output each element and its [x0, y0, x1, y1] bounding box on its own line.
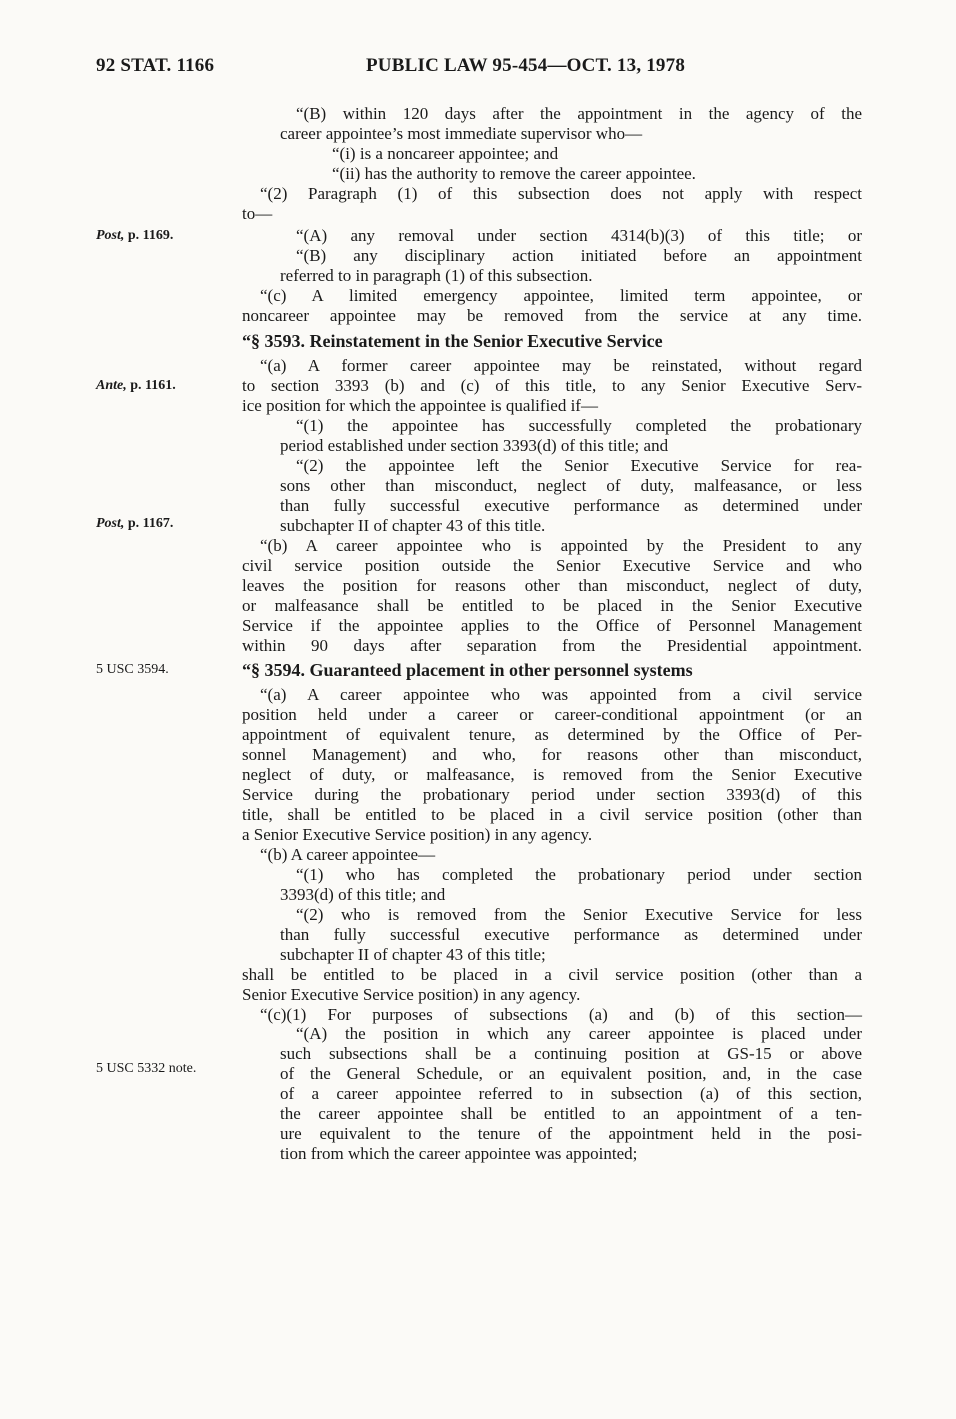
text-line: “(A) any removal under section 4314(b)(3) of this title; or	[296, 226, 862, 245]
text-line: “(B) any disciplinary action initiated before an appointment	[296, 246, 862, 265]
text-line: the career appointee shall be entitled to an appointment of a ten-	[280, 1104, 862, 1123]
text-line: noncareer appointee may be removed from the service at any time.	[242, 306, 862, 325]
text-line: subchapter II of chapter 43 of this title.	[280, 516, 546, 535]
page-header	[0, 55, 956, 85]
text-line: within 90 days after separation from the Presidential appointment.	[242, 636, 862, 655]
text-line: tion from which the career appointee was appointed;	[280, 1144, 638, 1163]
text-line: “(A) the position in which any career appointee is placed under	[296, 1024, 862, 1043]
text-line: “(2) who is removed from the Senior Executive Service for less	[296, 905, 862, 924]
text-line: subchapter II of chapter 43 of this title;	[280, 945, 546, 964]
text-line: than fully successful executive performance as determined under	[280, 496, 862, 515]
section-heading-3594: “§ 3594. Guaranteed placement in other personnel systems	[242, 660, 693, 680]
margin-note: Post, p. 1167.	[96, 516, 174, 531]
text-line: title, shall be entitled to be placed in a civil service position (other than	[242, 805, 862, 824]
text-line: period established under section 3393(d) of this title; and	[280, 436, 669, 455]
text-line: neglect of duty, or malfeasance, is removed from the Senior Executive	[242, 765, 862, 784]
text-line: “(2) the appointee left the Senior Executive Service for rea-	[296, 456, 862, 475]
text-line: leaves the position for reasons other than misconduct, neglect of duty,	[242, 576, 862, 595]
text-line: sonnel Management) and who, for reasons other than misconduct,	[242, 745, 862, 764]
text-line: a Senior Executive Service position) in any agency.	[242, 825, 593, 844]
text-line: ure equivalent to the tenure of the appointment held in the posi-	[280, 1124, 862, 1143]
text-line: “(b) A career appointee—	[260, 845, 436, 864]
text-line: “(ii) has the authority to remove the career appointee.	[332, 164, 696, 183]
text-line: “(1) the appointee has successfully completed the probationary	[296, 416, 862, 435]
text-line: “(b) A career appointee who is appointed by the President to any	[260, 536, 862, 555]
text-line: “(1) who has completed the probationary period under section	[296, 865, 862, 884]
text-line: such subsections shall be a continuing position at GS-15 or above	[280, 1044, 862, 1063]
margin-note: Post, p. 1169.	[96, 228, 174, 243]
text-line: career appointee’s most immediate supervisor who—	[280, 124, 643, 143]
section-heading-3593: “§ 3593. Reinstatement in the Senior Executive Service	[242, 331, 663, 351]
text-line: than fully successful executive performance as determined under	[280, 925, 862, 944]
text-line: “(c) A limited emergency appointee, limited term appointee, or	[260, 286, 862, 305]
text-line: of the General Schedule, or an equivalent position, and, in the case	[280, 1064, 862, 1083]
text-line: Senior Executive Service position) in any agency.	[242, 985, 581, 1004]
text-line: civil service position outside the Senior Executive Service and who	[242, 556, 862, 575]
text-line: 3393(d) of this title; and	[280, 885, 446, 904]
margin-note: 5 USC 5332 note.	[96, 1061, 197, 1076]
text-line: ice position for which the appointee is qualified if—	[242, 396, 598, 415]
text-line: of a career appointee referred to in subsection (a) of this section,	[280, 1084, 862, 1103]
text-line: “(i) is a noncareer appointee; and	[332, 144, 559, 163]
text-line: sons other than misconduct, neglect of duty, malfeasance, or less	[280, 476, 862, 495]
text-line: Service during the probationary period under section 3393(d) of this	[242, 785, 862, 804]
text-line: shall be entitled to be placed in a civil service position (other than a	[242, 965, 862, 984]
text-line: to—	[242, 204, 273, 223]
text-line: to section 3393 (b) and (c) of this title, to any Senior Executive Serv-	[242, 376, 862, 395]
text-line: “(c)(1) For purposes of subsections (a) and (b) of this section—	[260, 1005, 862, 1024]
text-line: or malfeasance shall be entitled to be placed in the Senior Executive	[242, 596, 862, 615]
text-line: appointment of equivalent tenure, as determined by the Office of Per-	[242, 725, 862, 744]
text-line: “(a) A career appointee who was appointed from a civil service	[260, 685, 862, 704]
text-line: position held under a career or career-conditional appointment (or an	[242, 705, 862, 724]
text-line: “(2) Paragraph (1) of this subsection does not apply with respect	[260, 184, 862, 203]
margin-note: Ante, p. 1161.	[96, 378, 176, 393]
margin-note: 5 USC 3594.	[96, 662, 169, 677]
public-law-title: PUBLIC LAW 95-454—OCT. 13, 1978	[366, 55, 686, 76]
statute-page-reference: 92 STAT. 1166	[96, 55, 215, 76]
text-line: referred to in paragraph (1) of this subsection.	[280, 266, 593, 285]
text-line: “(a) A former career appointee may be reinstated, without regard	[260, 356, 862, 375]
text-line: “(B) within 120 days after the appointment in the agency of the	[296, 104, 862, 123]
text-line: Service if the appointee applies to the Office of Personnel Management	[242, 616, 862, 635]
